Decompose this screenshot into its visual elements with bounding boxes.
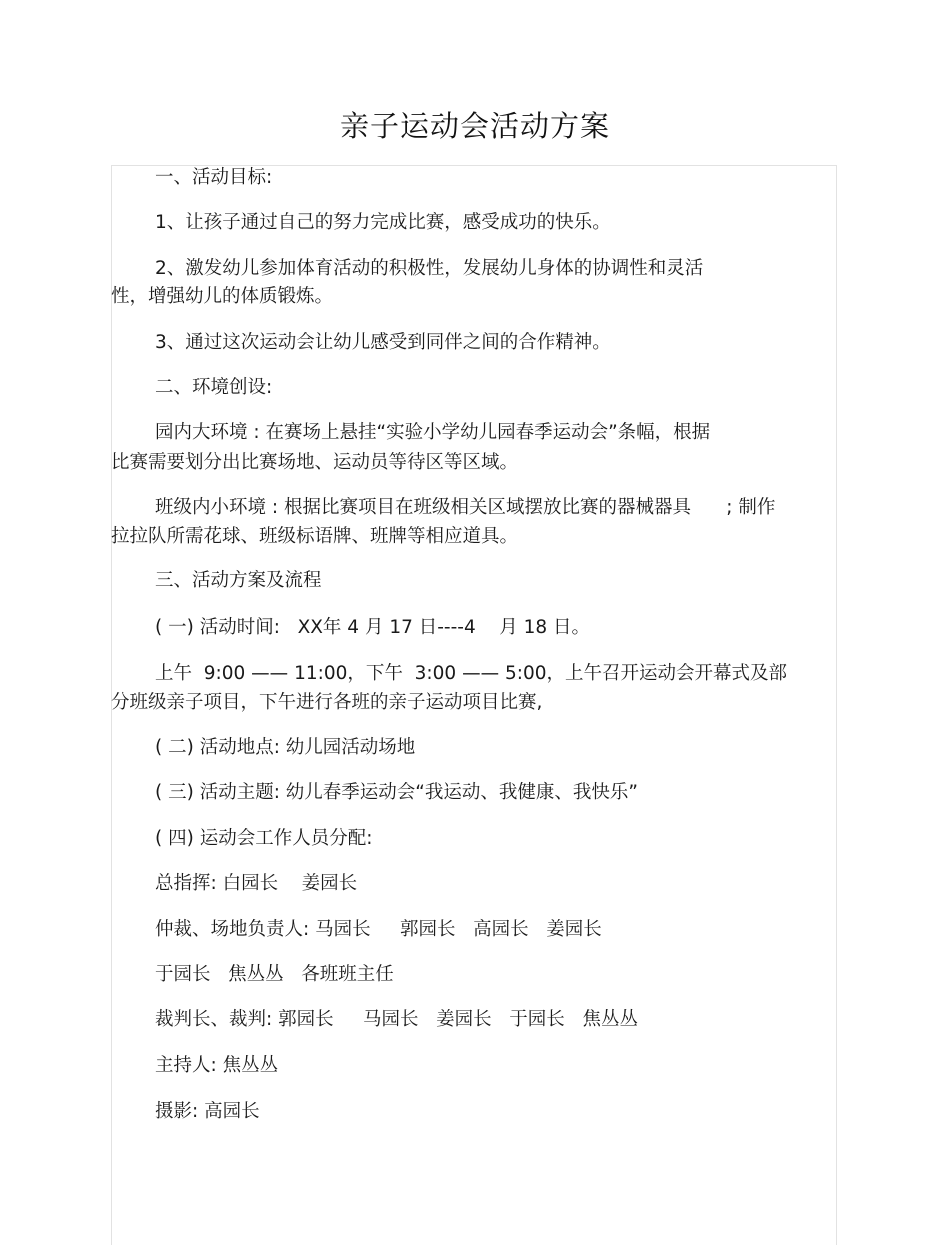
environment-class-line1: 班级内小环境 : 根据比赛项目在班级相关区域摆放比赛的器械器具 ; 制作 bbox=[155, 497, 776, 518]
goal-item-3: 3、通过这次运动会让幼儿感受到同伴之间的合作精神。 bbox=[155, 332, 611, 353]
environment-outdoor-line1: 园内大环境 : 在赛场上悬挂“实验小学幼儿园春季运动会”条幅，根据 bbox=[155, 422, 711, 443]
goal-item-2-line2: 性，增强幼儿的体质锻炼。 bbox=[111, 286, 334, 307]
schedule-line2: 分班级亲子项目，下午进行各班的亲子运动项目比赛, bbox=[111, 692, 543, 713]
section-heading-environment: 二、环境创设: bbox=[155, 377, 273, 398]
activity-location: ( 二) 活动地点: 幼儿园活动场地 bbox=[155, 737, 416, 758]
section-heading-goals: 一、活动目标: bbox=[155, 167, 273, 188]
activity-time: ( 一) 活动时间: XX年 4 月 17 日----4 月 18 日。 bbox=[155, 617, 591, 638]
goal-item-1: 1、让孩子通过自己的努力完成比赛，感受成功的快乐。 bbox=[155, 212, 611, 233]
staff-director: 总指挥: 白园长 姜园长 bbox=[155, 873, 358, 894]
goal-item-2-line1: 2、激发幼儿参加体育活动的积极性，发展幼儿身体的协调性和灵活 bbox=[155, 258, 704, 279]
staff-arbitration-cont: 于园长 焦丛丛 各班班主任 bbox=[155, 964, 394, 985]
environment-class-line2: 拉拉队所需花球、班级标语牌、班牌等相应道具。 bbox=[111, 526, 519, 547]
staff-arbitration: 仲裁、场地负责人: 马园长 郭园长 高园长 姜园长 bbox=[155, 919, 602, 940]
staff-host: 主持人: 焦丛丛 bbox=[155, 1055, 279, 1076]
section-heading-plan: 三、活动方案及流程 bbox=[155, 570, 322, 591]
staff-referees: 裁判长、裁判: 郭园长 马园长 姜园长 于园长 焦丛丛 bbox=[155, 1009, 638, 1030]
staff-photography: 摄影: 高园长 bbox=[155, 1101, 260, 1122]
staff-heading: ( 四) 运动会工作人员分配: bbox=[155, 828, 373, 849]
activity-theme: ( 三) 活动主题: 幼儿春季运动会“我运动、我健康、我快乐” bbox=[155, 782, 638, 803]
environment-outdoor-line2: 比赛需要划分出比赛场地、运动员等待区等区域。 bbox=[111, 452, 519, 473]
document-title: 亲子运动会活动方案 bbox=[339, 109, 610, 143]
schedule-line1: 上午 9:00 —— 11:00，下午 3:00 —— 5:00，上午召开运动会开幕式及部 bbox=[155, 663, 787, 684]
